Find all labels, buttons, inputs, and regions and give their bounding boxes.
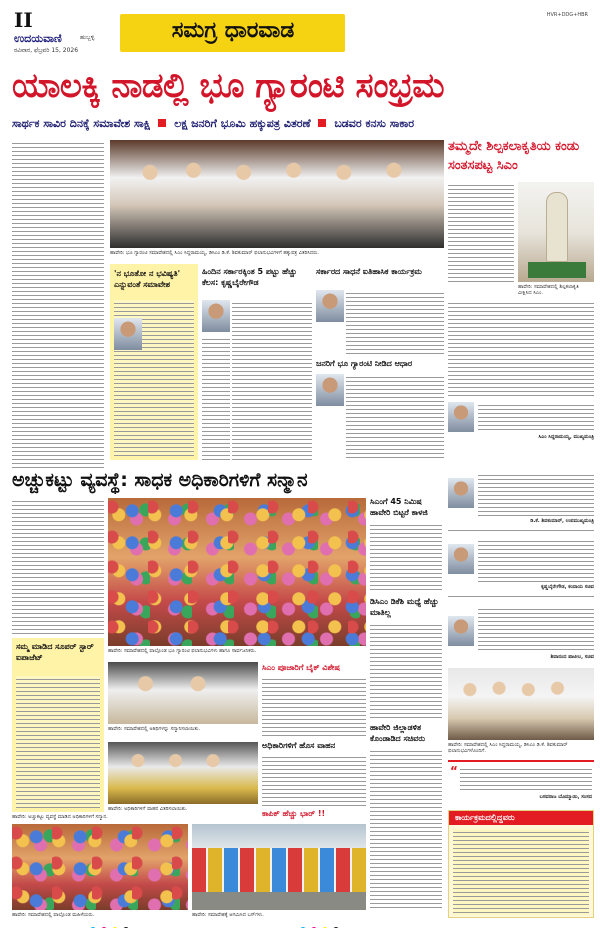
right-story-text: [448, 182, 514, 282]
main-headline: ಯಾಲಕ್ಕಿ ನಾಡಲ್ಲಿ ಭೂ ಗ್ಯಾರಂಟಿ ಸಂಭ್ರಮ: [12, 66, 445, 106]
left-column-text: [12, 140, 104, 470]
quote-text-1: [478, 402, 594, 432]
buses-caption: ಹಾವೇರಿ: ಸಮಾವೇಶಕ್ಕೆ ಆಗಮಿಸಿದ ಬಸ್‌ಗಳು.: [192, 912, 264, 918]
right-story-headline: ತಮ್ಮದೇ ಶಿಲ್ಪಕಲಾಕೃತಿಯ ಕಂಡು ಸಂತಸಪಟ್ಟ ಸಿಎಂ: [448, 139, 580, 173]
bottom-right-caption: ಹಾವೇರಿ: ಸಮಾವೇಶದಲ್ಲಿ ಸಿಎಂ ಸಿದ್ದರಾಮಯ್ಯ, ಡಿಸಿಎಂ ಡಿ.ಕೆ. ಶಿವಕುಮಾರ್ ಫಲಾನುಭವಿಗಳೊಂದಿಗೆ.: [448, 742, 568, 754]
minister-portrait-3: [316, 374, 344, 406]
side-text-3: [370, 748, 442, 908]
bullet-square-icon: [318, 119, 326, 127]
side-headline-1: ಸಿಎಂಗೆ 45 ನಿಮಿಷ ಹಾವೇರಿ ಬಿಟ್ಟರೆ ಕಾಳಜಿ: [370, 497, 428, 517]
print-color-marks: [300, 918, 340, 924]
buses-road: [192, 892, 366, 910]
kicker-1: ಸಾರ್ಥಕ ಸಾವಿರ ದಿನಕ್ಕೆ ಸಮಾವೇಶ ಸಾಕ್ಷಿ: [12, 117, 151, 130]
lower-headline-3: ಅಧಿಕಾರಿಗಳಿಗೆ ಹೊಸ ವಾಹನ: [262, 741, 336, 750]
sculpture-base: [528, 262, 586, 278]
side-text-1: [370, 522, 442, 592]
kicker-strip: [12, 114, 592, 134]
top-event-photo: [110, 140, 444, 248]
quote-sig-4: ಶಿವಾನಂದ ಪಾಟೀಲ, ಸಚಿವ: [550, 654, 594, 660]
quote-portrait-3: [448, 544, 474, 574]
page-number: II: [14, 8, 33, 32]
newspaper-logo: ಉದಯವಾಣಿ: [14, 32, 62, 45]
quote-portrait-1: [448, 402, 474, 432]
story-3-headline: ಸರ್ಕಾರದ ಸಾಧನೆ ಐತಿಹಾಸಿಕ ಕಾರ್ಯಕ್ರಮ: [316, 267, 422, 276]
story-4-headline: ಜನರಿಗೆ ಭೂ ಗ್ಯಾರಂಟಿ ನೀಡಿದ ಆಧಾರ: [316, 359, 413, 368]
lower-text-2: [262, 676, 366, 736]
vehicle-handover-photo: [108, 742, 258, 804]
sculpture-figure: [546, 192, 568, 262]
lower-text-1: [16, 676, 100, 808]
quote-portrait-2: [448, 478, 474, 508]
bottom-right-photo: [448, 668, 594, 740]
krishna-byregowda-portrait: [202, 300, 230, 332]
side-text-2: [370, 622, 442, 720]
quote-mark-icon: “: [450, 764, 458, 778]
right-story-text-2: [448, 300, 594, 396]
top-photo-caption: ಹಾವೇರಿ: ಭೂ ಗ್ಯಾರಂಟಿ ಸಮಾವೇಶದಲ್ಲಿ ಸಿಎಂ ಸಿದ್ದರಾಮಯ್ಯ, ಡಿಸಿಎಂ ಡಿ.ಕೆ. ಶಿವಕುಮಾರ್ ಫಲಾನುಭವಿಗಳಿಗೆ ಹಕ್ಕುಪತ್ರ ವಿತರಿಸಿದರು.: [110, 250, 319, 256]
lower-headline-2: ಸಿಎಂ ಪೂಜಾರಿಗೆ ಬೈಕ್ ವಿಶೇಷ: [262, 663, 340, 672]
quote-text-4: [478, 606, 594, 652]
bottom-quote-sig: ಬಸವರಾಜ ಬೊಮ್ಮಾಯಿ, ಸಂಸದ: [539, 794, 592, 800]
edition-code: HVR+DDG+HBR: [546, 12, 588, 18]
minister-portrait: [114, 318, 142, 350]
crowd-photo-caption: ಹಾವೇರಿ: ಸಮಾವೇಶದಲ್ಲಿ ಪಾಲ್ಗೊಂಡ ಭೂ ಗ್ಯಾರಂಟಿ ಫಲಾನುಭವಿಗಳು ಹಾಗೂ ಸಾರ್ವಜನಿಕರು.: [108, 648, 257, 654]
quote-portrait-4: [448, 616, 474, 646]
box-headline: 'ನ ಭೂತೋ ನ ಭವಿಷ್ಯತಿ' ಎನ್ನುವಂತೆ ಸಮಾವೇಶ: [114, 269, 181, 289]
kicker-3: ಬಡವರ ಕನಸು ಸಾಕಾರ: [334, 117, 415, 130]
issue-date: ರವಿವಾರ, ಫೆಬ್ರವರಿ 15, 2026: [14, 47, 79, 54]
sculpture-caption: ಹಾವೇರಿ: ಸಮಾವೇಶದಲ್ಲಿ ಶಿಲ್ಪಕಲಾಕೃತಿ ವೀಕ್ಷಿಸಿದ ಸಿಎಂ.: [518, 284, 579, 296]
bottom-quote-text: [460, 766, 592, 792]
buses-photo: [192, 824, 366, 910]
quote-sig-2: ಡಿ.ಕೆ. ಶಿವಕುಮಾರ್, ಉಪಮುಖ್ಯಮಂತ್ರಿ: [530, 518, 594, 524]
felicitation-caption-1: ಹಾವೇರಿ: ಸಮಾವೇಶದಲ್ಲಿ ಅತಿಥಿಗಳನ್ನು ಸನ್ಮಾನಿಸಲಾಯಿತು.: [108, 726, 201, 732]
yellow-quote-box: [110, 264, 198, 460]
women-crowd-caption: ಹಾವೇರಿ: ಸಮಾವೇಶದಲ್ಲಿ ಪಾಲ್ಗೊಂಡ ಮಹಿಳೆಯರು.: [12, 912, 95, 918]
story-2-headline: ಹಿಂದಿನ ಸರ್ಕಾರಕ್ಕಿಂತ 5 ಪಟ್ಟು ಹೆಚ್ಚು ಕೆಲಸ: ಕೃಷ್ಣಬೈರೇಗೌಡ: [202, 267, 297, 287]
lower-text-3: [262, 754, 366, 806]
attendees-box-title: ಕಾರ್ಯಕ್ರಮದಲ್ಲಿದ್ದವರು: [449, 811, 593, 825]
print-color-marks: [90, 918, 130, 924]
kicker-2: ಲಕ್ಷ ಜನರಿಗೆ ಭೂಮಿ ಹಕ್ಕುಪತ್ರ ವಿತರಣೆ: [174, 117, 311, 130]
attendees-box: [448, 810, 594, 918]
officers-caption: ಹಾವೇರಿ: ಅಚ್ಚುಕಟ್ಟು ವ್ಯವಸ್ಥೆ ಮಾಡಿದ ಅಧಿಕಾರಿಗಳಿಗೆ ಸನ್ಮಾನ.: [12, 814, 108, 820]
bullet-square-icon: [158, 119, 166, 127]
story-2-text-b: [202, 336, 230, 460]
story-2-text: [232, 300, 312, 460]
quote-sig-1: ಸಿಎಂ ಸಿದ್ದರಾಮಯ್ಯ, ಮುಖ್ಯಮಂತ್ರಿ: [538, 434, 594, 440]
story-3-text: [346, 290, 444, 354]
minister-portrait-2: [316, 290, 344, 322]
vehicle-caption: ಹಾವೇರಿ: ಅಧಿಕಾರಿಗಳಿಗೆ ವಾಹನ ವಿತರಿಸಲಾಯಿತು.: [108, 806, 188, 812]
lower-headline-4: ಕಾಪಿಕ್ ಹೆಚ್ಚು ಭಾರ್ !!: [262, 809, 326, 818]
side-headline-3: ಹಾವೇರಿ ಜಿಲ್ಲಾಡಳಿತ ಕೊಂಡಾಡಿದ ಸಚಿವರು: [370, 723, 426, 743]
felicitation-photo-1: [108, 662, 258, 724]
lower-headline-1: ಸಮ್ಮ ಮಾಡಿದ ಸೂಪರ್ ಸ್ಟಾರ್‌ ಐಪಾಜೆಟ್: [16, 642, 94, 662]
sculpture-photo: [518, 182, 594, 282]
section-title: ಸಮಗ್ರ ಧಾರವಾಡ: [171, 18, 295, 43]
buses-ground: [192, 824, 366, 848]
lower-box: [12, 638, 104, 812]
crowd-photo: [108, 498, 366, 646]
story-4-text: [346, 374, 444, 460]
left-column-text-2: [12, 498, 104, 634]
quote-divider: [448, 530, 594, 531]
quote-text-3: [478, 538, 594, 582]
masthead: [0, 0, 600, 58]
women-crowd-photo: [12, 824, 188, 910]
attendees-text: [453, 829, 589, 915]
newspaper-logo-sub: ಹುಬ್ಬಳ್ಳಿ: [80, 34, 95, 41]
side-headline-2: ಡಿಸಿಎಂ ಡಿಕೆಶಿ ಮಧ್ಯೆ ಹೆಚ್ಚು ಮಾತಿಲ್ಲ: [370, 597, 439, 617]
quote-divider: [448, 596, 594, 597]
bottom-right-quote-box: [448, 760, 594, 802]
second-headline: ಅಚ್ಚುಕಟ್ಟು ವ್ಯವಸ್ಥೆ: ಸಾಧಕ ಅಧಿಕಾರಿಗಳಿಗೆ ಸನ್ಮಾನ: [12, 469, 308, 491]
quote-text-2: [478, 472, 594, 516]
quote-sig-3: ಕೃಷ್ಣಬೈರೇಗೌಡ, ಕಂದಾಯ ಸಚಿವ: [541, 584, 594, 590]
